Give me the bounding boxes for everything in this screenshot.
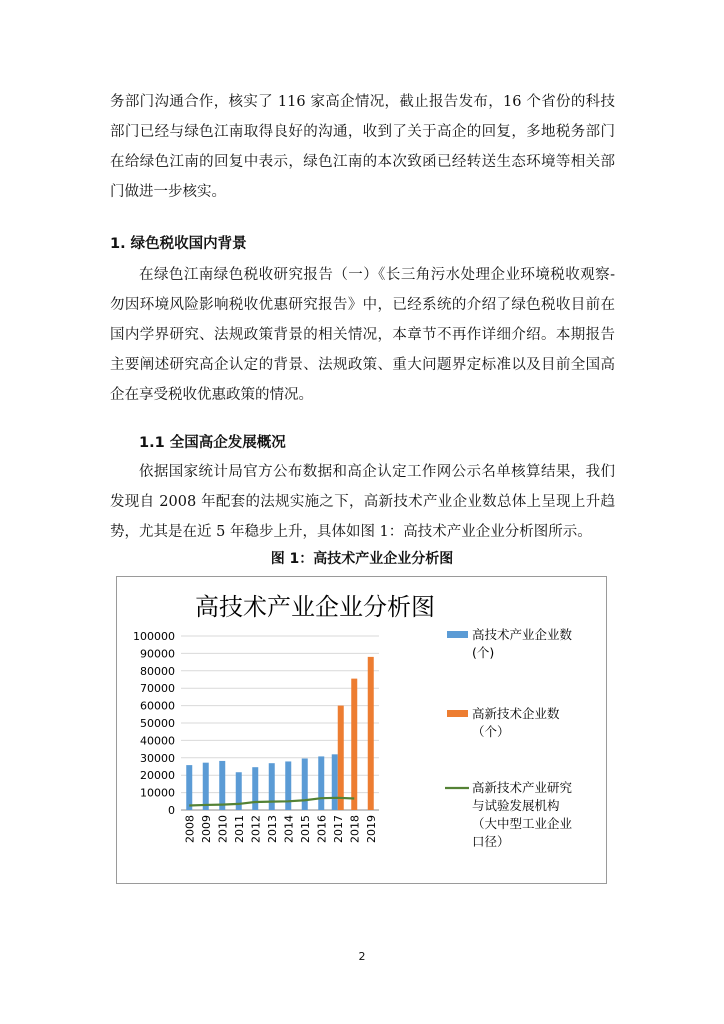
paragraph-2: 在绿色江南绿色税收研究报告（一）《长三角污水处理企业环境税收观察- 勿因环境风险影响税收优惠研究报告》中，已经系统的介绍了绿色税收目前在国内学界研究、法规政策背景的相关情况，本章节不再作详细介绍。本期报告主要阐述研究高企认定的背景、法规政策、重大问题界定标准以及目前全国高企在享受税收优惠政策的情况。 bbox=[110, 267, 615, 403]
bar bbox=[368, 657, 374, 810]
x-tick-label: 2009 bbox=[199, 815, 213, 843]
legend-label: （个） bbox=[472, 724, 510, 739]
legend-label: 口径） bbox=[472, 834, 510, 849]
legend-label: （大中型工业企业 bbox=[472, 816, 573, 831]
x-tick-label: 2010 bbox=[216, 815, 230, 843]
legend-label: (个) bbox=[472, 645, 495, 660]
x-tick-label: 2015 bbox=[298, 815, 312, 843]
x-tick-label: 2018 bbox=[348, 815, 362, 843]
x-tick-label: 2011 bbox=[232, 815, 246, 843]
bar bbox=[203, 763, 209, 810]
x-tick-label: 2017 bbox=[331, 815, 345, 843]
legend-swatch bbox=[447, 710, 468, 717]
page-number: 2 bbox=[358, 950, 366, 963]
legend-label: 高技术产业企业数 bbox=[472, 627, 573, 642]
y-tick-label: 70000 bbox=[140, 682, 175, 696]
bar bbox=[332, 754, 338, 810]
bar bbox=[351, 679, 357, 810]
y-tick-label: 20000 bbox=[140, 769, 175, 783]
x-tick-label: 2012 bbox=[249, 815, 263, 843]
y-tick-label: 60000 bbox=[140, 699, 175, 713]
x-tick-label: 2016 bbox=[315, 815, 329, 843]
legend-swatch bbox=[447, 631, 468, 638]
figure-caption: 图 1：高技术产业企业分析图 bbox=[270, 551, 454, 567]
x-tick-label: 2014 bbox=[282, 815, 296, 843]
bar bbox=[219, 761, 225, 810]
x-tick-label: 2013 bbox=[265, 815, 279, 843]
paragraph-1: 务部门沟通合作，核实了 116 家高企情况，截止报告发布，16 个省份的科技部门已经与绿色江南取得良好的沟通，收到了关于高企的回复，多地税务部门在给绿色江南的回复中表示，绿色江南的本次致函已经转送生态环境等相关部门做进一步核实。 bbox=[110, 94, 615, 200]
y-tick-label: 90000 bbox=[140, 647, 175, 661]
bar bbox=[302, 758, 308, 810]
bar bbox=[252, 767, 258, 810]
bar bbox=[186, 765, 192, 810]
y-tick-label: 80000 bbox=[140, 664, 175, 678]
bar bbox=[285, 761, 291, 810]
bar bbox=[269, 763, 275, 810]
x-tick-label: 2008 bbox=[183, 815, 197, 843]
chart-frame bbox=[116, 576, 607, 884]
legend-label: 高新技术产业研究 bbox=[472, 780, 573, 795]
chart bbox=[117, 577, 608, 885]
y-tick-label: 100000 bbox=[133, 630, 175, 643]
y-tick-label: 10000 bbox=[140, 786, 175, 800]
y-tick-label: 40000 bbox=[140, 734, 175, 748]
bar bbox=[338, 706, 344, 810]
bar bbox=[318, 756, 324, 810]
y-tick-label: 30000 bbox=[140, 751, 175, 765]
x-tick-label: 2019 bbox=[364, 815, 378, 843]
section-1-1-heading: 1.1 全国高企发展概况 bbox=[139, 435, 286, 451]
chart-title: 高技术产业企业分析图 bbox=[195, 593, 435, 621]
y-tick-label: 0 bbox=[168, 804, 175, 817]
legend-label: 与试验发展机构 bbox=[472, 798, 560, 813]
section-1-heading: 1. 绿色税收国内背景 bbox=[110, 236, 247, 252]
paragraph-3: 依据国家统计局官方公布数据和高企认定工作网公示名单核算结果，我们发现自 2008 年配套的法规实施之下，高新技术产业企业数总体上呈现上升趋势，尤其是在近 5 年稳步上升，具体如图 1：高技术产业企业分析图所示。 bbox=[110, 464, 615, 540]
legend-label: 高新技术企业数 bbox=[472, 706, 560, 721]
y-tick-label: 50000 bbox=[140, 717, 175, 730]
